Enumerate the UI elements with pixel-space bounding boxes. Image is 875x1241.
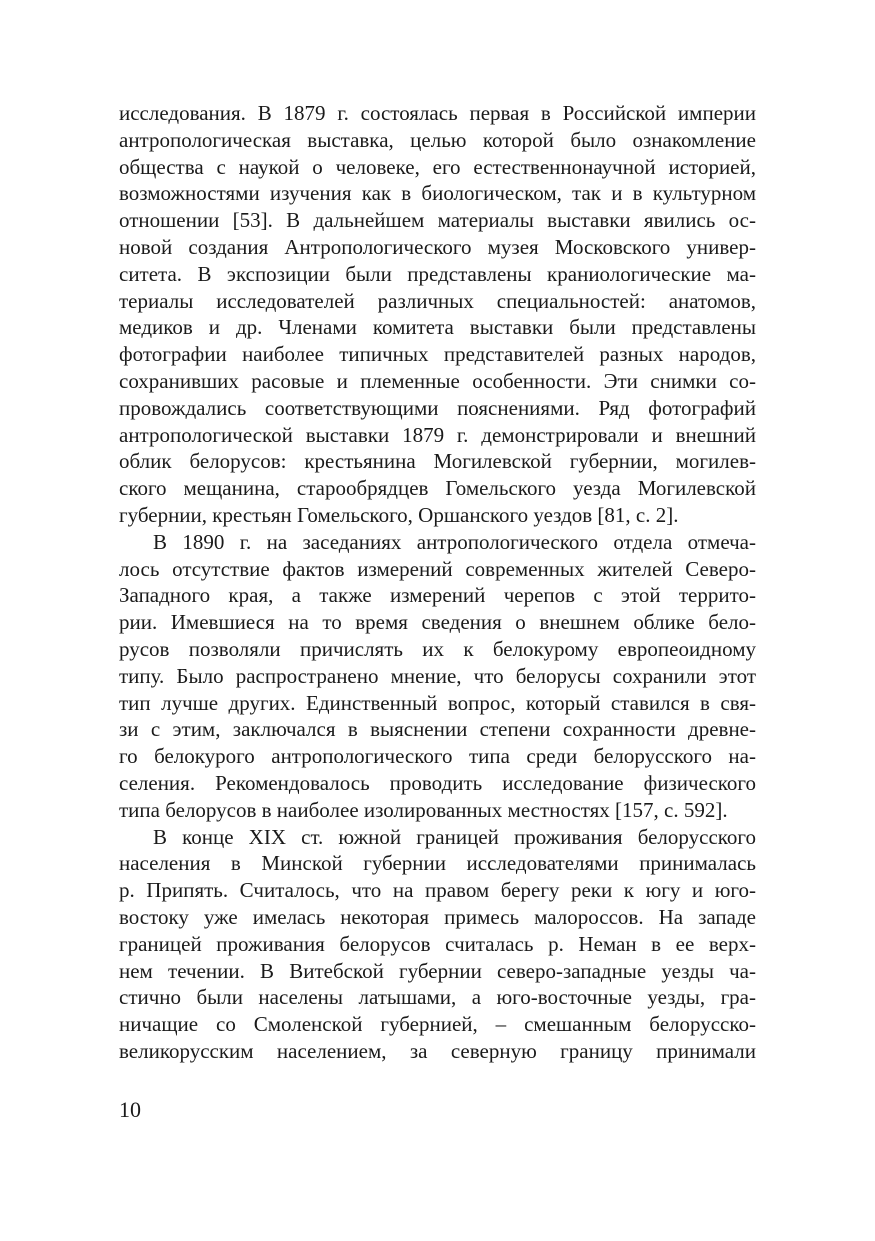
text-line: губернии, крестьян Гомельского, Оршанского уездов [81, с. 2]. bbox=[119, 502, 679, 527]
text-line: русов позволяли причислять их к белокурому европеоидному bbox=[119, 636, 756, 661]
text-line: го белокурого антропологического типа среди белорусского на- bbox=[119, 744, 756, 769]
text-line: сохранивших расовые и племенные особенности. Эти снимки со- bbox=[119, 368, 756, 393]
text-line: облик белорусов: крестьянина Могилевской губернии, могилев- bbox=[119, 449, 756, 474]
text-line: Западного края, а также измерений черепов с этой террито- bbox=[119, 583, 756, 608]
text-line: В конце XIX ст. южной границей проживания белорусского bbox=[153, 824, 756, 849]
text-line: населения в Минской губернии исследователями принималась bbox=[119, 851, 756, 876]
page-number: 10 bbox=[119, 1097, 141, 1122]
text-line: стично были населены латышами, а юго-восточные уезды, гра- bbox=[119, 985, 756, 1010]
text-line: селения. Рекомендовалось проводить исследование физического bbox=[119, 770, 756, 795]
text-line: нем течении. В Витебской губернии северо-западные уезды ча- bbox=[119, 958, 756, 983]
text-line: границей проживания белорусов считалась р. Неман в ее верх- bbox=[119, 931, 756, 956]
text-line: р. Припять. Считалось, что на правом берегу реки к югу и юго- bbox=[119, 878, 756, 903]
paragraph-1 bbox=[119, 100, 756, 529]
page-body bbox=[119, 100, 756, 1065]
text-line: возможностями изучения как в биологическом, так и в культурном bbox=[119, 181, 756, 206]
paragraph-2 bbox=[119, 529, 756, 824]
text-line: исследования. В 1879 г. состоялась первая в Российской империи bbox=[119, 101, 756, 125]
text-line: териалы исследователей различных специальностей: анатомов, bbox=[119, 288, 756, 313]
text-line: отношении [53]. В дальнейшем материалы выставки явились ос- bbox=[119, 208, 756, 233]
text-line: типа белорусов в наиболее изолированных местностях [157, с. 592]. bbox=[119, 797, 728, 822]
text-line: ничащие со Смоленской губернией, – смешанным белорусско- bbox=[119, 1012, 756, 1037]
text-line: провождались соответствующими пояснениями. Ряд фотографий bbox=[119, 395, 756, 420]
text-line: великорусским населением, за северную границу принимали bbox=[119, 1038, 756, 1063]
text-line: антропологической выставки 1879 г. демонстрировали и внешний bbox=[119, 422, 756, 447]
text-line: зи с этим, заключался в выяснении степени сохранности древне- bbox=[119, 717, 756, 742]
text-line: лось отсутствие фактов измерений современных жителей Северо- bbox=[119, 556, 756, 581]
text-line: рии. Имевшиеся на то время сведения о внешнем облике бело- bbox=[119, 610, 756, 635]
text-line: В 1890 г. на заседаниях антропологического отдела отмеча- bbox=[153, 529, 756, 554]
text-line: ского мещанина, старообрядцев Гомельского уезда Могилевской bbox=[119, 476, 756, 501]
text-line: антропологическая выставка, целью которой было ознакомление bbox=[119, 127, 756, 152]
text-line: новой создания Антропологического музея Московского универ- bbox=[119, 234, 756, 259]
text-line: типу. Было распространено мнение, что белорусы сохранили этот bbox=[119, 663, 756, 688]
text-line: тип лучше других. Единственный вопрос, который ставился в свя- bbox=[119, 690, 756, 715]
text-line: ситета. В экспозиции были представлены краниологические ма- bbox=[119, 261, 756, 286]
paragraph-3 bbox=[119, 824, 756, 1065]
text-line: фотографии наиболее типичных представителей разных народов, bbox=[119, 342, 756, 367]
text-line: медиков и др. Членами комитета выставки были представлены bbox=[119, 315, 756, 340]
text-line: востоку уже имелась некоторая примесь малороссов. На западе bbox=[119, 904, 756, 929]
text-line: общества с наукой о человеке, его естественнонаучной историей, bbox=[119, 154, 756, 179]
